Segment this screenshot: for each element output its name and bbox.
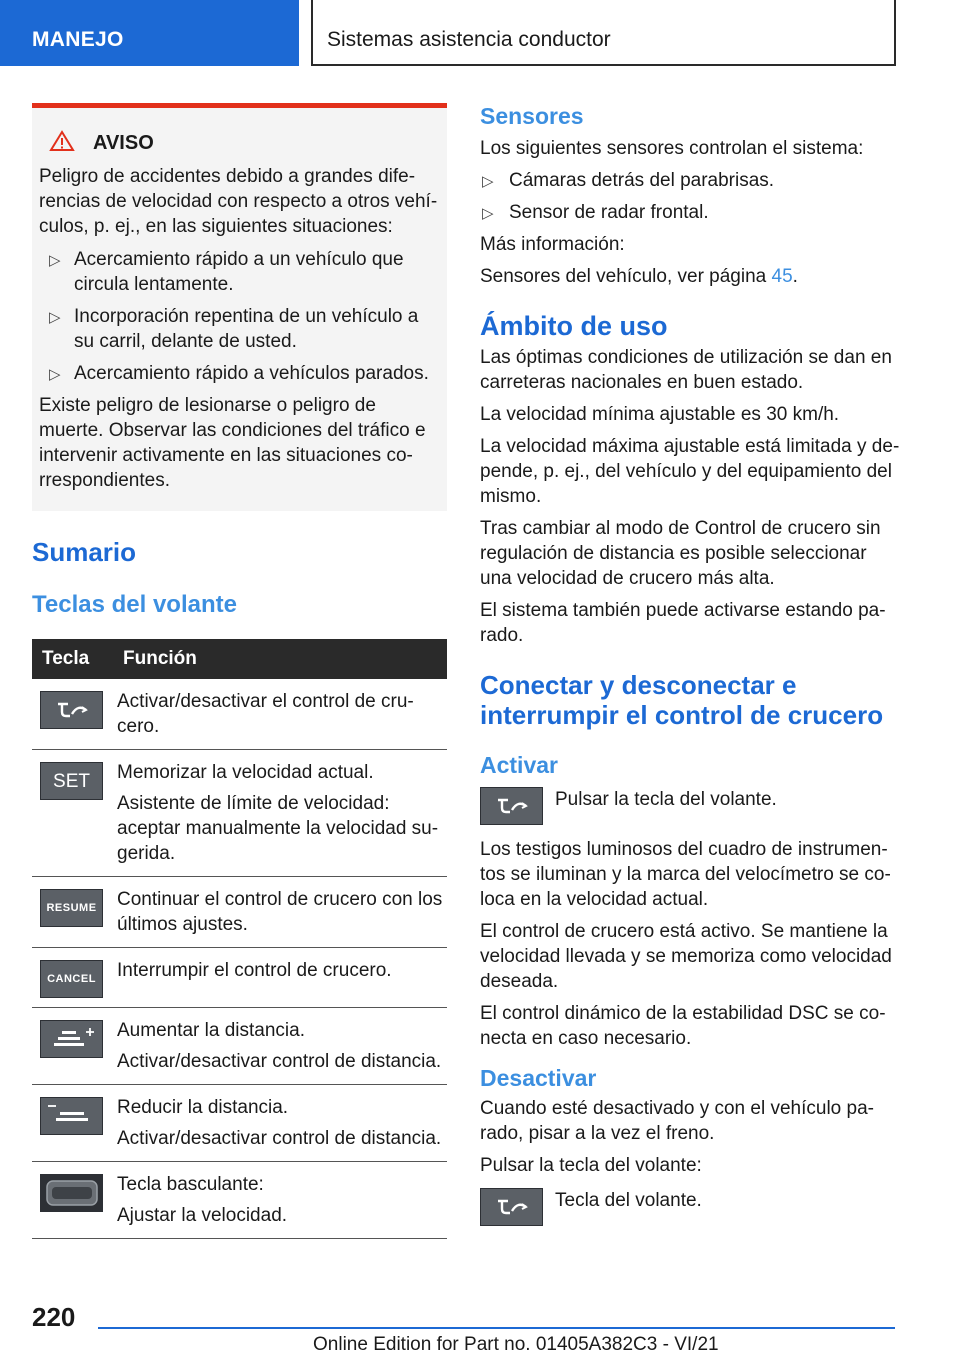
activar-p1: Los testigos luminosos del cuadro de instrumen-tos se iluminan y la marca del velocímetro se co-loca en la velocidad actual.	[480, 839, 891, 910]
activar-p3: El control dinámico de la estabilidad DSC se co-necta en caso necesario.	[480, 1003, 886, 1049]
warning-title: AVISO	[93, 132, 154, 154]
keys-table	[32, 639, 447, 1239]
warning-header	[49, 130, 439, 157]
desactivar-heading: Desactivar	[480, 1065, 597, 1091]
table-row: SET Memorizar la velocidad actual. Asistente de límite de velocidad: aceptar manualmente la velocidad su-gerida.	[32, 750, 447, 877]
distance-increase-icon	[40, 1020, 103, 1058]
warning-outro: Existe peligro de lesionarse o peligro de muerte. Observar las condiciones del tráfico e intervenir activamente en las situaciones co-rrespondientes.	[39, 395, 426, 491]
table-row: Aumentar la distancia. Activar/desactivar control de distancia.	[32, 1008, 447, 1085]
footer-edition: Online Edition for Part no. 01405A382C3 - VI/21	[313, 1334, 719, 1355]
sensores-reference: Sensores del vehículo, ver página 45.	[480, 266, 798, 287]
list-item: ▷ Sensor de radar frontal.	[480, 200, 900, 225]
col-header-tecla: Tecla	[32, 639, 117, 679]
ambito-p5: El sistema también puede activarse estando pa-rado.	[480, 600, 886, 646]
footer-rule	[98, 1327, 895, 1329]
cruise-control-icon	[480, 787, 543, 825]
bullet-triangle-icon: ▷	[49, 366, 61, 383]
activar-heading: Activar	[480, 752, 558, 778]
page-link[interactable]: 45	[771, 266, 793, 287]
ambito-p3: La velocidad máxima ajustable está limitada y de-pende, p. ej., del vehículo y del equipamiento del mismo.	[480, 436, 900, 507]
right-column	[480, 103, 900, 1226]
section-title: MANEJO	[32, 28, 124, 51]
ambito-heading: Ámbito de uso	[480, 311, 668, 341]
set-key-icon: SET	[40, 762, 103, 800]
sensores-heading: Sensores	[480, 103, 584, 129]
table-row: Activar/desactivar el control de cru-cero.	[32, 679, 447, 750]
activar-key-text: Pulsar la tecla del volante.	[555, 789, 777, 810]
table-header-row	[32, 639, 447, 679]
list-item: ▷ Acercamiento rápido a un vehículo que circula lentamente.	[49, 249, 404, 295]
list-item: ▷ Cámaras detrás del parabrisas.	[480, 168, 900, 193]
page-number: 220	[32, 1302, 76, 1332]
list-item: ▷ Acercamiento rápido a vehículos parados.	[39, 361, 439, 386]
bullet-triangle-icon: ▷	[482, 205, 494, 222]
warning-list	[39, 247, 439, 386]
activar-p2: El control de crucero está activo. Se mantiene la velocidad llevada y se memoriza como velocidad deseada.	[480, 921, 892, 992]
chapter-title: Sistemas asistencia conductor	[327, 28, 611, 51]
teclas-subheading: Teclas del volante	[32, 591, 237, 618]
bullet-triangle-icon: ▷	[482, 173, 494, 190]
sensores-list	[480, 168, 900, 225]
table-row: Tecla basculante: Ajustar la velocidad.	[32, 1162, 447, 1239]
desactivar-p2: Pulsar la tecla del volante:	[480, 1155, 702, 1176]
distance-decrease-icon	[40, 1097, 103, 1135]
ambito-p2: La velocidad mínima ajustable es 30 km/h.	[480, 404, 840, 425]
cruise-control-icon	[40, 691, 103, 729]
rocker-switch-icon	[40, 1174, 103, 1212]
sensores-intro: Los siguientes sensores controlan el sistema:	[480, 138, 864, 159]
more-info-label: Más información:	[480, 234, 625, 255]
warning-box	[32, 103, 447, 511]
table-row: CANCEL Interrumpir el control de crucero.	[32, 948, 447, 1008]
chapter-tab	[311, 0, 896, 66]
warning-intro: Peligro de accidentes debido a grandes dife-rencias de velocidad con respecto a otros vehí-culos, p. ej., en las siguientes situaciones:	[39, 166, 438, 237]
ambito-p1: Las óptimas condiciones de utilización se dan en carreteras nacionales en buen estado.	[480, 347, 892, 393]
activar-key-row	[480, 787, 900, 825]
section-tab	[0, 0, 299, 66]
desactivar-key-row	[480, 1188, 900, 1226]
left-column	[32, 103, 447, 1239]
warning-triangle-icon	[49, 130, 75, 157]
sumario-heading: Sumario	[32, 537, 137, 567]
list-item: ▷ Incorporación repentina de un vehículo a su carril, delante de usted.	[49, 306, 419, 352]
cruise-control-icon	[480, 1188, 543, 1226]
table-row: Reducir la distancia. Activar/desactivar control de distancia.	[32, 1085, 447, 1162]
ambito-p4: Tras cambiar al modo de Control de crucero sin regulación de distancia es posible seleccionar una velocidad de crucero más alta.	[480, 518, 881, 589]
conectar-heading: Conectar y desconectar e interrumpir el control de crucero	[480, 670, 884, 730]
bullet-triangle-icon: ▷	[49, 252, 61, 269]
desactivar-p1: Cuando esté desactivado y con el vehículo pa-rado, pisar a la vez el freno.	[480, 1098, 874, 1144]
resume-key-icon: RESUME	[40, 889, 103, 927]
desactivar-key-text: Tecla del volante.	[555, 1190, 702, 1211]
bullet-triangle-icon: ▷	[49, 309, 61, 326]
col-header-funcion: Función	[117, 639, 447, 679]
table-row: RESUME Continuar el control de crucero con los últimos ajustes.	[32, 877, 447, 948]
cancel-key-icon: CANCEL	[40, 960, 103, 998]
